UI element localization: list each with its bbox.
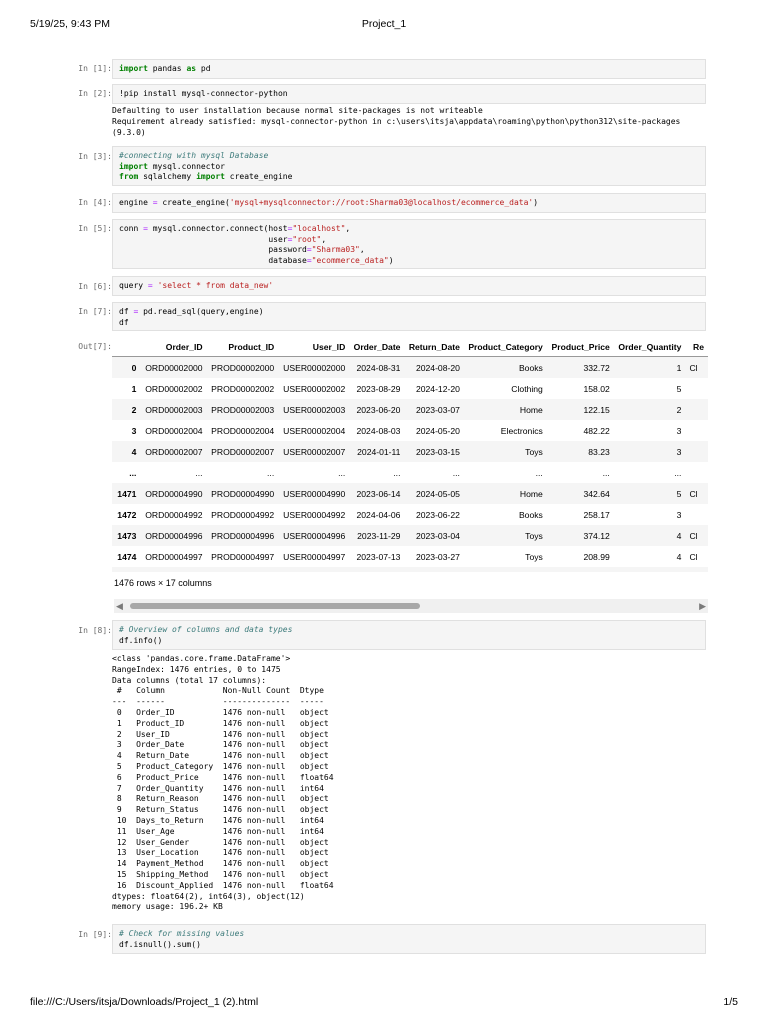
table-cell: Toys [525, 530, 543, 541]
table-cell: 1 [676, 362, 682, 373]
table-cell: PROD00002002 [211, 383, 275, 394]
code-token: = [287, 224, 293, 233]
dataframe-column-header [112, 338, 140, 357]
code-string: "ecommerce_data" [311, 255, 389, 265]
table-cell: ORD00004997 [145, 551, 203, 562]
table-row [112, 420, 708, 441]
code-token: !pip install mysql-connector-python [119, 89, 288, 98]
table-cell: 158.02 [583, 383, 610, 394]
table-cell: 2 [676, 404, 682, 415]
table-cell: Toys [525, 446, 543, 457]
table-cell [404, 567, 463, 572]
table-row [112, 546, 708, 567]
code-token: password [268, 245, 307, 254]
dataframe-column-header: Product_ID [207, 338, 279, 357]
table-cell: Toys [525, 551, 543, 562]
row-index: 1 [131, 383, 137, 394]
table-cell [685, 399, 708, 420]
code-token: = [152, 198, 158, 207]
row-index: 2 [131, 404, 137, 415]
dataframe-column-header: User_ID [278, 338, 349, 357]
scrollbar-thumb[interactable] [130, 603, 420, 609]
code-token: engine [119, 198, 153, 207]
code-string: "localhost" [292, 224, 346, 233]
cell-9-prompt: In [9]: [78, 930, 112, 939]
table-cell: 4 [676, 530, 682, 541]
table-cell [349, 567, 404, 572]
code-token: mysql.connector.connect(host [147, 224, 288, 233]
table-cell: ORD00004990 [145, 488, 203, 499]
cell-9-input[interactable] [112, 924, 706, 954]
code-token: df [119, 317, 129, 327]
row-index: 1473 [117, 530, 137, 541]
table-cell: Home [519, 404, 543, 415]
table-row [112, 504, 708, 525]
table-cell [685, 420, 708, 441]
table-cell: USER00002000 [283, 362, 346, 373]
cell-7-prompt: In [7]: [78, 307, 112, 316]
table-cell: ... [267, 467, 275, 478]
table-cell: 2024-08-31 [356, 362, 401, 373]
table-cell: 2023-06-22 [415, 509, 460, 520]
table-cell: 2023-11-29 [357, 530, 401, 541]
code-token: , [321, 234, 327, 244]
table-cell: 258.17 [583, 509, 610, 520]
code-token: mysql.connector [147, 161, 225, 171]
cell-3-input[interactable] [112, 146, 706, 186]
table-row [112, 399, 708, 420]
table-cell: 3 [676, 446, 682, 457]
cell-8-input[interactable] [112, 620, 706, 650]
dataframe-column-header: Order_Quantity [614, 338, 686, 357]
table-cell: ORD00002002 [145, 383, 203, 394]
cell-3-prompt: In [3]: [78, 152, 112, 161]
scroll-right-icon[interactable]: ▶ [699, 601, 706, 611]
table-cell: 3 [676, 509, 682, 520]
table-cell: ... [195, 467, 203, 478]
code-token: query [119, 281, 148, 290]
table-cell [278, 567, 349, 572]
table-cell [685, 567, 708, 572]
table-cell [685, 378, 708, 399]
cell-5-prompt: In [5]: [78, 224, 112, 233]
code-token: df.info() [119, 635, 163, 645]
table-cell: 342.64 [583, 488, 610, 499]
table-cell: Books [518, 362, 543, 373]
table-cell: 2023-03-15 [415, 446, 460, 457]
table-cell: Cl [689, 362, 698, 373]
table-cell [614, 567, 686, 572]
code-token: as [186, 64, 197, 73]
code-token: = [306, 255, 312, 265]
table-cell: USER00004992 [283, 509, 346, 520]
table-row [112, 378, 708, 399]
table-cell: Home [519, 488, 543, 499]
row-index: 1471 [117, 488, 137, 499]
table-cell: PROD00004996 [211, 530, 275, 541]
table-cell: ORD00002007 [145, 446, 203, 457]
code-comment: # Check for missing values [119, 929, 245, 938]
table-cell [685, 504, 708, 525]
cell-6-prompt: In [6]: [78, 282, 112, 291]
code-token: conn [119, 224, 144, 233]
code-token: ) [533, 198, 539, 207]
table-cell: 3 [676, 425, 682, 436]
code-indent [119, 245, 268, 254]
table-cell: PROD00002004 [211, 425, 275, 436]
cell-5-input[interactable] [112, 219, 706, 269]
cell-2-input[interactable] [112, 84, 706, 104]
code-token: df [119, 307, 134, 316]
table-cell: ... [602, 467, 610, 478]
cell-4-prompt: In [4]: [78, 198, 112, 207]
table-cell: 2023-06-14 [356, 488, 401, 499]
table-cell: ... [535, 467, 543, 478]
table-cell: 2023-07-13 [356, 551, 401, 562]
table-cell: 2024-12-20 [415, 383, 460, 394]
code-token: import [119, 64, 148, 73]
table-cell: PROD00004992 [211, 509, 275, 520]
table-cell: ORD00002004 [145, 425, 203, 436]
table-cell [547, 567, 614, 572]
table-cell: 5 [676, 488, 682, 499]
table-cell: ORD00002000 [145, 362, 203, 373]
code-comment: # Overview of columns and data types [119, 625, 293, 634]
code-token: , [345, 224, 351, 233]
code-token: = [306, 245, 312, 254]
table-cell: USER00004996 [283, 530, 346, 541]
dataframe-shape: 1476 rows × 17 columns [114, 578, 212, 588]
table-cell: Cl [689, 530, 698, 541]
code-comment: #connecting with mysql Database [119, 151, 269, 160]
table-cell: PROD00004997 [211, 551, 275, 562]
table-cell: ORD00002003 [145, 404, 203, 415]
code-string: "root" [292, 234, 322, 244]
row-index: 1474 [117, 551, 137, 562]
code-indent [119, 256, 268, 265]
table-cell: 2023-03-27 [415, 551, 460, 562]
code-token: df.isnull().sum() [119, 939, 201, 949]
table-cell: 4 [676, 551, 682, 562]
table-row [112, 483, 708, 504]
code-string: "Sharma03" [311, 245, 360, 254]
table-cell: ... [393, 467, 401, 478]
scroll-left-icon[interactable]: ◀ [116, 601, 123, 611]
code-token: pd [196, 64, 211, 73]
table-cell: Cl [689, 551, 698, 562]
table-cell [464, 567, 547, 572]
code-string: 'mysql+mysqlconnector://root:Sharma03@localhost/ecommerce_data' [229, 198, 534, 207]
table-cell: 5 [676, 383, 682, 394]
table-cell: 2024-05-20 [415, 425, 460, 436]
code-token: pandas [147, 64, 187, 73]
table-row [112, 441, 708, 462]
table-cell: 332.72 [583, 362, 610, 373]
table-cell: 2023-03-07 [415, 404, 460, 415]
code-token: pd.read_sql(query,engine) [138, 307, 264, 316]
table-cell: ORD00004996 [145, 530, 203, 541]
dataframe-column-header: Product_Category [464, 338, 547, 357]
code-string: 'select * from data_new' [157, 281, 274, 290]
table-cell: 2024-01-11 [357, 446, 401, 457]
dataframe-header-row [112, 338, 708, 357]
dataframe-column-header: Re [685, 338, 708, 357]
table-cell [207, 567, 279, 572]
row-index: 1472 [117, 509, 137, 520]
table-cell: 482.22 [583, 425, 610, 436]
cell-8-prompt: In [8]: [78, 626, 112, 635]
dataframe-column-header: Order_ID [140, 338, 206, 357]
table-cell: Electronics [500, 425, 543, 436]
table-cell: Clothing [511, 383, 543, 394]
code-token: = [133, 307, 139, 316]
table-row [112, 357, 708, 379]
table-cell: USER00002007 [283, 446, 346, 457]
code-token: = [147, 281, 153, 290]
table-cell: 83.23 [588, 446, 610, 457]
table-cell: 374.12 [583, 530, 610, 541]
row-index: ... [129, 467, 137, 478]
table-cell: USER00002004 [283, 425, 346, 436]
dataframe-body [112, 357, 708, 573]
table-cell: PROD00004990 [211, 488, 275, 499]
dataframe-table [112, 338, 708, 572]
code-token: = [287, 234, 293, 244]
code-token: user [268, 234, 288, 244]
dataframe-horizontal-scrollbar[interactable] [114, 599, 708, 613]
row-index: 3 [131, 425, 137, 436]
print-title: Project_1 [361, 18, 407, 30]
print-datetime: 5/19/25, 9:43 PM [30, 18, 110, 30]
table-row [112, 567, 708, 572]
cell-8-output: <class 'pandas.core.frame.DataFrame'> RangeIndex: 1476 entries, 0 to 1475 Data columns (total 17 columns): # Column Non-Null Count Dtype --- ------ -------------- ----- 0 Order_ID 1476 non-null object 1 Product_ID 1476 non-null object 2 User_ID 1476 non-null object 3 Order_Date 1476 non-null object 4 Return_Date 1476 non-null object 5 Product_Category 1476 non-null object 6 Product_Price 1476 non-null float64 7 Order_Quantity 1476 non-null int64 8 Return_Reason 1476 non-null object 9 Return_Status 1476 non-null object 10 Days_to_Return 1476 non-null int64 11 User_Age 1476 non-null int64 12 User_Gender 1476 non-null object 13 User_Location 1476 non-null object 14 Payment_Method 1476 non-null object 15 Shipping_Method 1476 non-null object 16 Discount_Applied 1476 non-null float64 dtypes: float64(2), int64(3), object(12) memory usage: 196.2+ KB [112, 654, 334, 912]
table-cell: USER00002003 [283, 404, 346, 415]
table-cell: 2024-08-03 [356, 425, 401, 436]
cell-2-output: Defaulting to user installation because normal site-packages is not writeable Requirement already satisfied: mysql-connector-python in c:\users\itsja\appdata\roaming\python\python312\site-packages (9.3.0) [112, 106, 681, 137]
code-token: , [359, 245, 365, 254]
table-cell: ... [452, 467, 460, 478]
table-cell: PROD00002003 [211, 404, 275, 415]
code-token: sqlalchemy [138, 172, 197, 181]
dataframe-column-header: Order_Date [349, 338, 404, 357]
cell-7-input[interactable] [112, 302, 706, 331]
table-cell: 2023-03-04 [415, 530, 460, 541]
print-page-number: 1/5 [723, 996, 738, 1008]
table-cell: PROD00002007 [211, 446, 275, 457]
table-cell: 2024-04-06 [356, 509, 401, 520]
code-token: from [119, 172, 139, 181]
table-cell: ORD00004992 [145, 509, 203, 520]
code-token: ) [388, 255, 394, 265]
table-cell: PROD00002000 [211, 362, 275, 373]
cell-1-input[interactable] [112, 59, 706, 79]
table-cell: 208.99 [583, 551, 610, 562]
cell-7-out-prompt: Out[7]: [78, 342, 112, 351]
row-index: 0 [131, 362, 137, 373]
table-cell: 2023-06-20 [356, 404, 401, 415]
table-cell: 2024-08-20 [415, 362, 460, 373]
table-cell: Books [518, 509, 543, 520]
code-token: database [268, 255, 307, 265]
table-row [112, 462, 708, 483]
table-cell: ... [338, 467, 346, 478]
code-token: import [119, 161, 148, 171]
table-cell: USER00004997 [283, 551, 346, 562]
table-cell [685, 441, 708, 462]
table-cell: 2024-05-05 [415, 488, 460, 499]
table-cell [685, 462, 708, 483]
cell-2-prompt: In [2]: [78, 89, 112, 98]
table-cell: USER00002002 [283, 383, 346, 394]
dataframe-column-header: Return_Date [404, 338, 463, 357]
print-file-path: file:///C:/Users/itsja/Downloads/Project_1 (2).html [30, 996, 259, 1008]
table-cell: 122.15 [583, 404, 610, 415]
table-cell: 2023-08-29 [356, 383, 401, 394]
row-index [112, 567, 140, 572]
code-token: create_engine( [157, 198, 230, 207]
dataframe-output[interactable] [112, 338, 708, 572]
table-row [112, 525, 708, 546]
table-cell: ... [674, 467, 682, 478]
code-token: create_engine [224, 172, 293, 181]
cell-1-prompt: In [1]: [78, 64, 112, 73]
cell-4-input[interactable] [112, 193, 706, 213]
row-index: 4 [131, 446, 137, 457]
table-cell: USER00004990 [283, 488, 346, 499]
table-cell [140, 567, 206, 572]
table-cell: Cl [689, 488, 698, 499]
dataframe-column-header: Product_Price [547, 338, 614, 357]
cell-6-input[interactable] [112, 276, 706, 296]
code-token: import [196, 172, 225, 181]
code-token: = [143, 224, 148, 233]
code-indent [119, 235, 268, 244]
